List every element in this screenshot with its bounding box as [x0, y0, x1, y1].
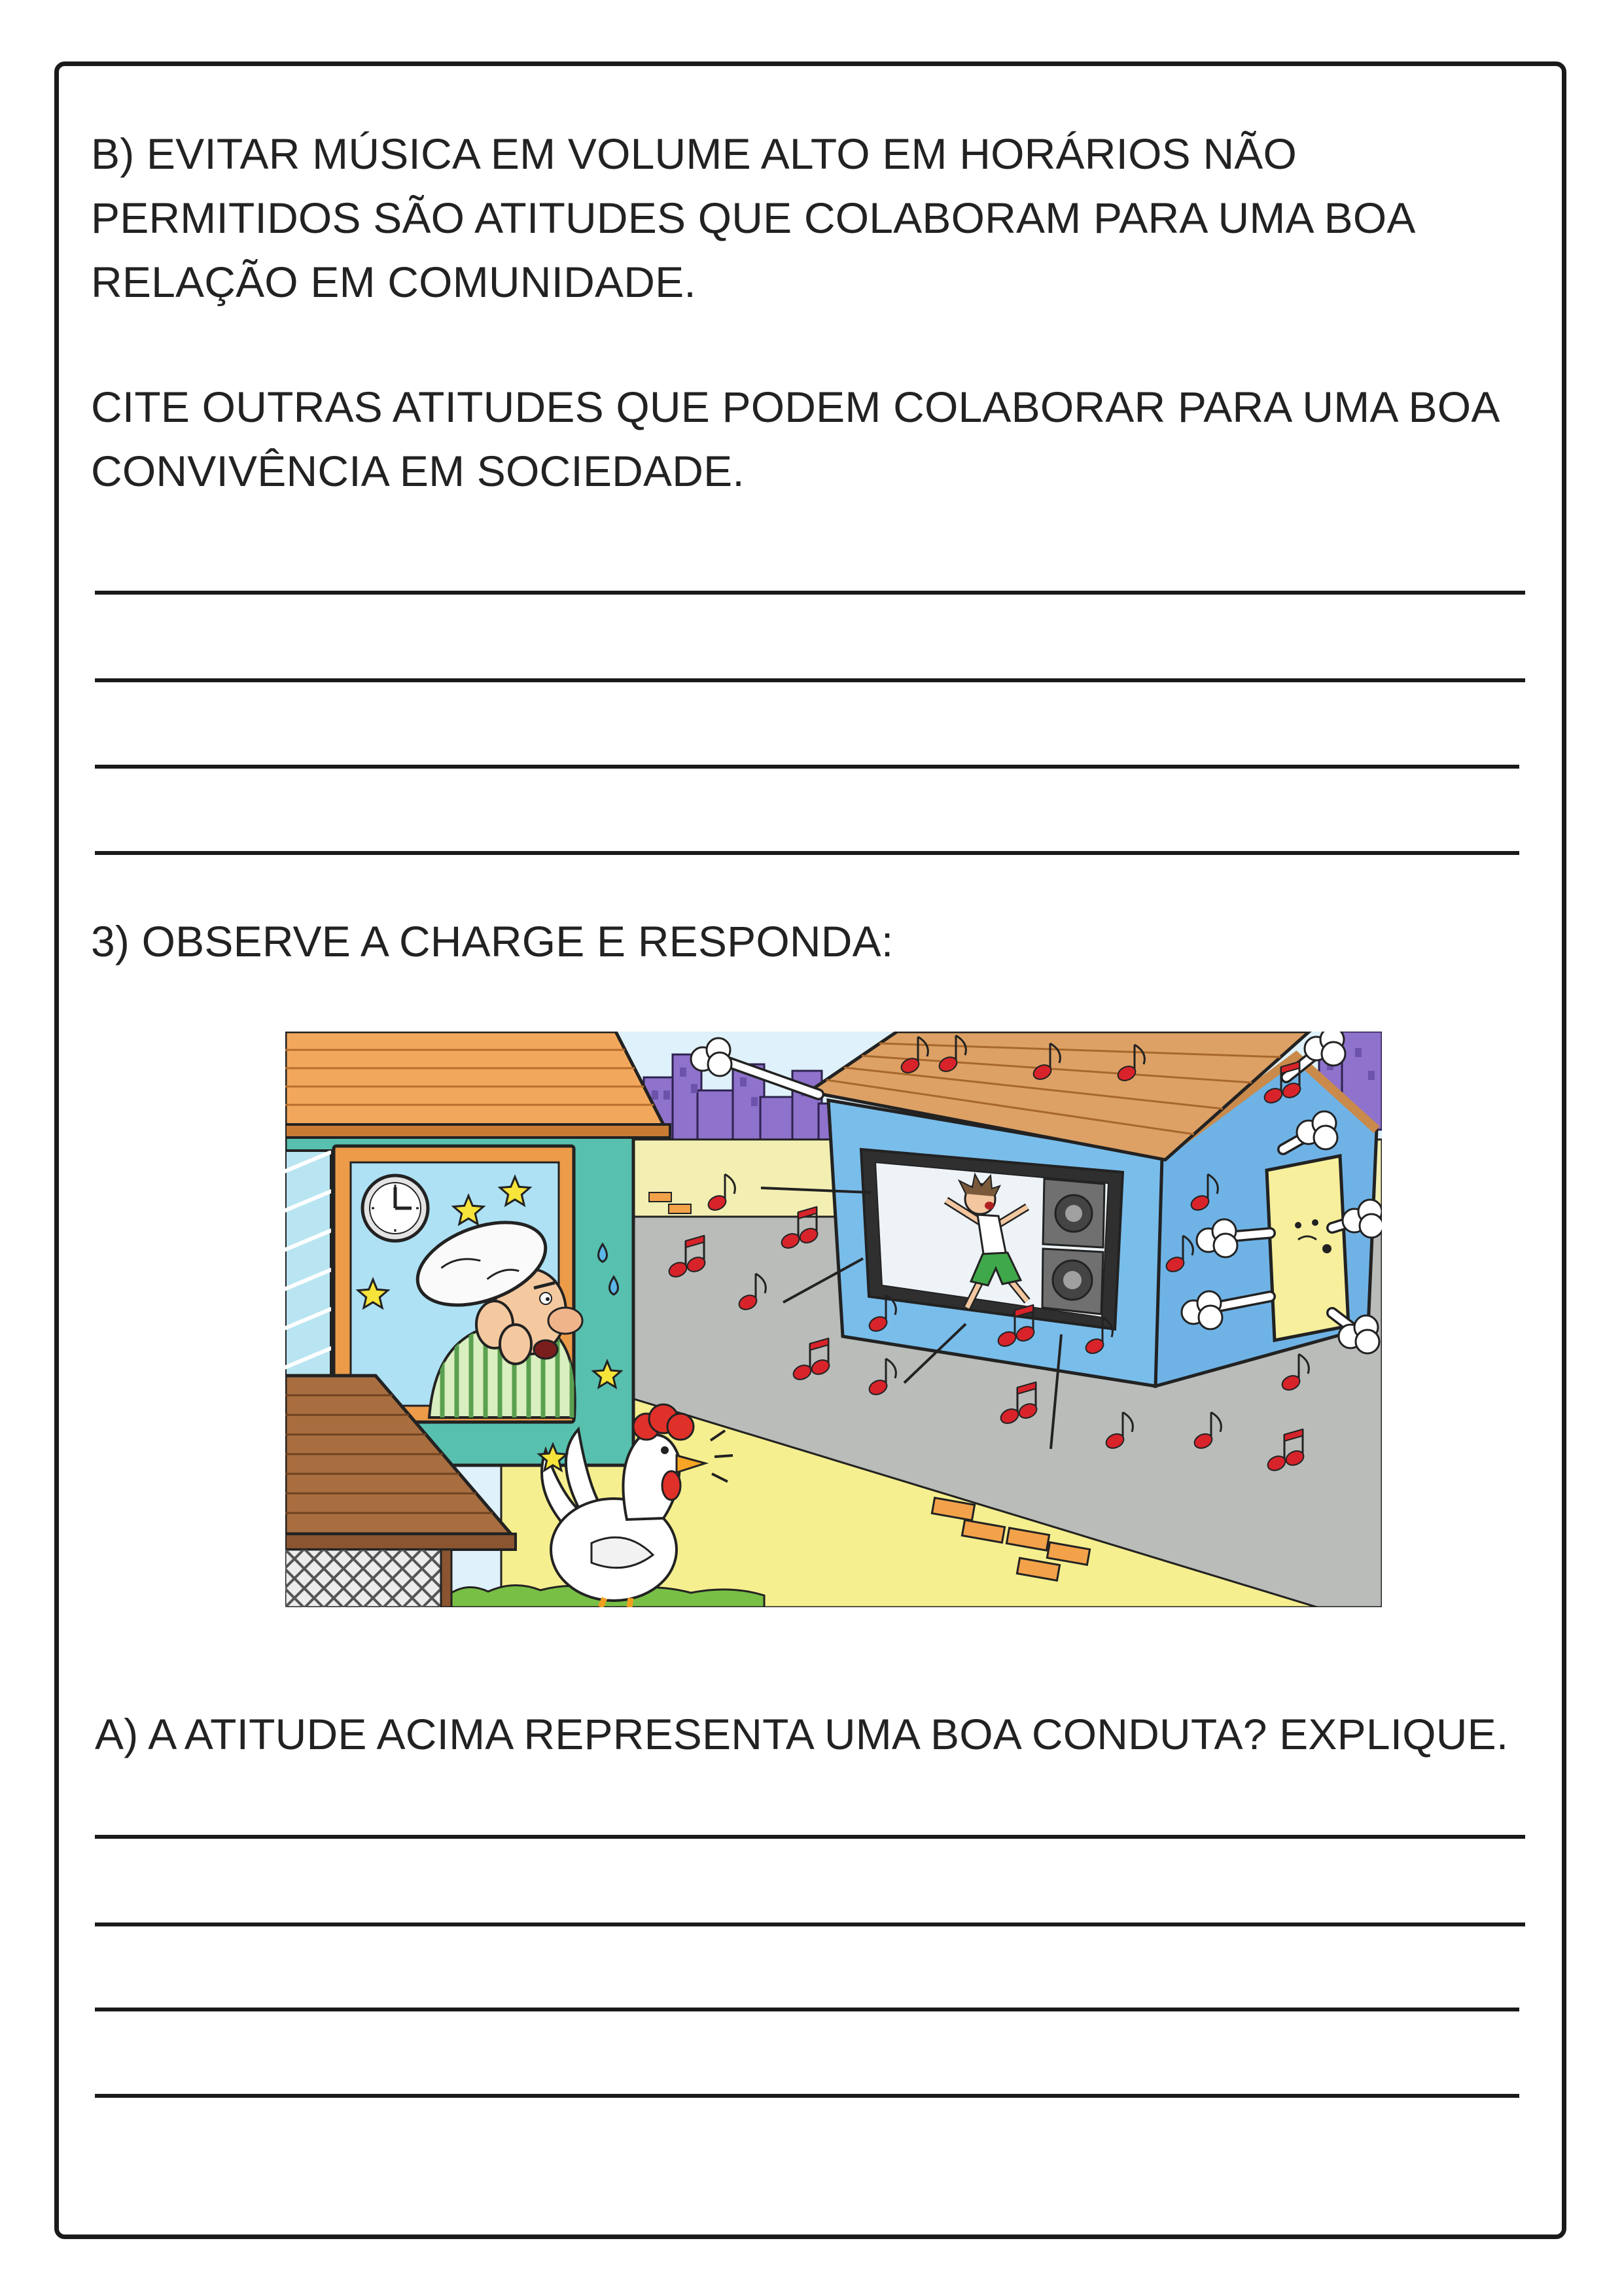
answer-line — [95, 765, 1519, 769]
charge-illustration — [285, 1032, 1382, 1607]
answer-line — [95, 1922, 1525, 1926]
answer-line — [95, 2094, 1519, 2098]
question-b-line-1: B) EVITAR MÚSICA EM VOLUME ALTO EM HORÁRIOS NÃO — [91, 130, 1297, 178]
question-3a-text: A) A ATITUDE ACIMA REPRESENTA UMA BOA CONDUTA? EXPLIQUE. — [95, 1710, 1509, 1758]
noisy-neighbor-cartoon-icon — [285, 1032, 1382, 1607]
answer-line — [95, 591, 1525, 595]
question-3-heading: 3) OBSERVE A CHARGE E RESPONDA: — [91, 917, 894, 965]
answer-line — [95, 1835, 1525, 1839]
answer-line — [95, 851, 1519, 855]
question-b-line-2: PERMITIDOS SÃO ATITUDES QUE COLABORAM PARA UMA BOA — [91, 194, 1416, 242]
prompt-cite-line-2: CONVIVÊNCIA EM SOCIEDADE. — [91, 447, 745, 495]
prompt-cite-line-1: CITE OUTRAS ATITUDES QUE PODEM COLABORAR PARA UMA BOA — [91, 383, 1500, 431]
answer-line — [95, 678, 1525, 682]
answer-line — [95, 2008, 1519, 2011]
left-house-roof — [285, 1032, 666, 1130]
question-b-line-3: RELAÇÃO EM COMUNIDADE. — [91, 258, 696, 306]
clock-icon — [362, 1175, 428, 1241]
